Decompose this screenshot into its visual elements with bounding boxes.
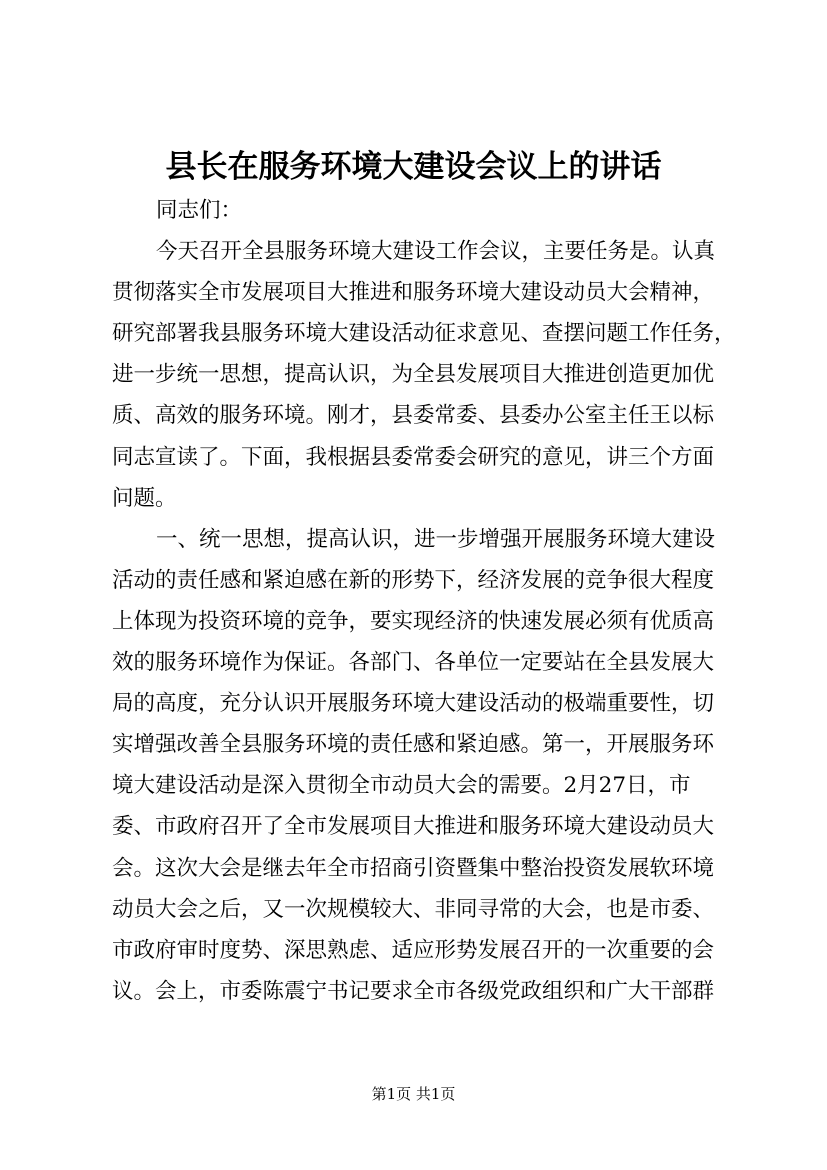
body-line: 实增强改善全县服务环境的责任感和紧迫感。第一，开展服务环 [112, 732, 715, 758]
body-line: 动员大会之后，又一次规模较大、非同寻常的大会，也是市委、 [112, 896, 715, 922]
body-line: 境大建设活动是深入贯彻全市动员大会的需要。2月27日，市 [112, 773, 691, 799]
page-footer: 第1页 共1页 [371, 1085, 456, 1103]
document-body [112, 190, 736, 1012]
body-line: 会。这次大会是继去年全市招商引资暨集中整治投资发展软环境 [112, 855, 715, 881]
body-line: 问题。 [112, 485, 177, 511]
body-line: 委、市政府召开了全市发展项目大推进和服务环境大建设动员大 [112, 814, 715, 840]
body-line: 市政府审时度势、深思熟虑、适应形势发展召开的一次重要的会 [112, 937, 715, 963]
body-line: 同志们： [156, 198, 243, 223]
body-line: 活动的责任感和紧迫感在新的形势下，经济发展的竞争很大程度 [112, 567, 715, 593]
body-line: 质、高效的服务环境。刚才，县委常委、县委办公室主任王以标 [112, 403, 715, 429]
body-line: 今天召开全县服务环境大建设工作会议，主要任务是。认真 [156, 239, 716, 265]
body-line: 效的服务环境作为保证。各部门、各单位一定要站在全县发展大 [112, 650, 715, 676]
document-title: 县长在服务环境大建设会议上的讲话 [165, 149, 662, 185]
body-line: 一、统一思想，提高认识，进一步增强开展服务环境大建设 [156, 526, 716, 552]
body-line: 进一步统一思想，提高认识，为全县发展项目大推进创造更加优 [112, 362, 715, 388]
body-line: 上体现为投资环境的竞争，要实现经济的快速发展必须有优质高 [112, 608, 715, 634]
body-line: 研究部署我县服务环境大建设活动征求意见、查摆问题工作任务， [112, 321, 736, 347]
body-line: 同志宣读了。下面，我根据县委常委会研究的意见，讲三个方面 [112, 444, 715, 470]
body-line: 贯彻落实全市发展项目大推进和服务环境大建设动员大会精神， [112, 280, 715, 306]
body-line: 局的高度，充分认识开展服务环境大建设活动的极端重要性，切 [112, 691, 715, 717]
body-line: 议。会上，市委陈震宁书记要求全市各级党政组织和广大干部群 [112, 978, 715, 1004]
